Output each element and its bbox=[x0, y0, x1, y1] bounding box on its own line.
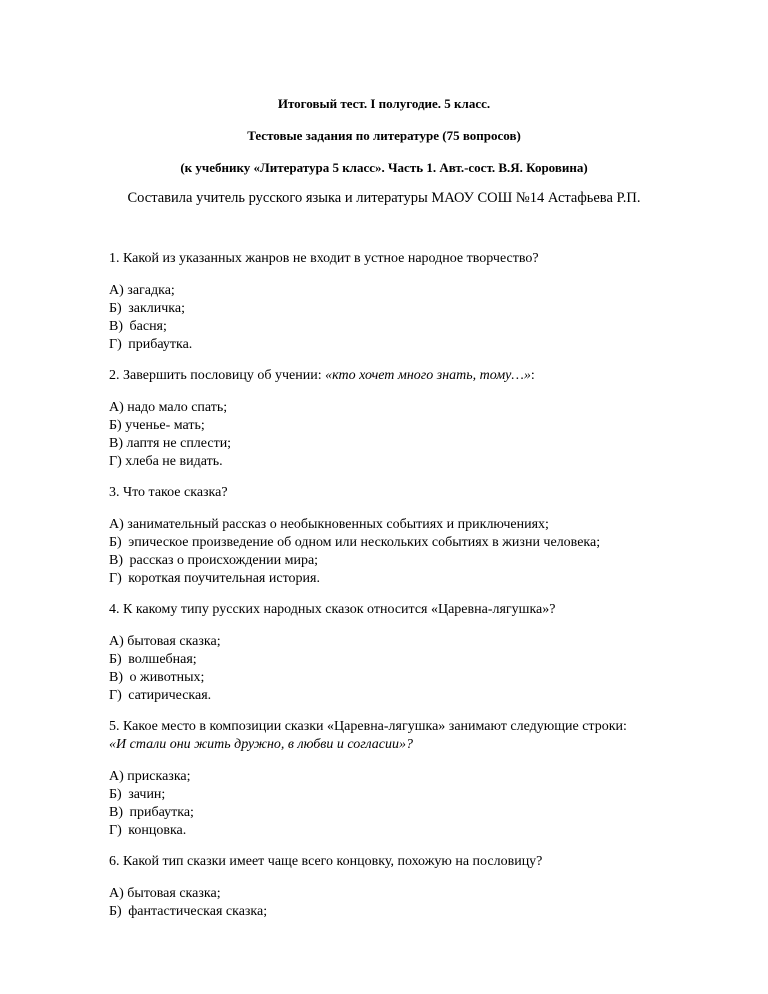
option-text: присказка; bbox=[127, 769, 191, 784]
question-number: 5 . bbox=[109, 719, 123, 734]
option-a bbox=[109, 283, 175, 299]
option-letter: Г ) bbox=[109, 454, 125, 469]
question-1 bbox=[109, 251, 539, 267]
question-6 bbox=[109, 854, 542, 870]
option-letter: А ) bbox=[109, 886, 127, 901]
option-text: бытовая сказка; bbox=[127, 886, 221, 901]
option-text: хлеба не видать. bbox=[125, 454, 223, 469]
question-4 bbox=[109, 602, 555, 618]
document-title: Итоговый тест. I полугодие. 5 класс. bbox=[277, 96, 491, 111]
option-c bbox=[109, 319, 167, 335]
option-letter: Б ) bbox=[109, 787, 125, 802]
option-b bbox=[109, 904, 267, 920]
question-text: Завершить пословицу об учении: bbox=[123, 368, 326, 383]
question-text: Какое место в композиции сказки «Царевна-лягушка» занимают следующие строки: bbox=[123, 719, 627, 734]
question-3 bbox=[109, 485, 228, 501]
option-letter: А ) bbox=[109, 769, 127, 784]
option-text: о животных; bbox=[129, 670, 205, 685]
textbook-reference: (к учебнику «Литература 5 класс». Часть 1. Авт.-сост. В.Я. Коровина) bbox=[180, 160, 588, 175]
option-text: рассказ о происхождении мира; bbox=[129, 553, 319, 568]
question-tail: : bbox=[530, 368, 535, 383]
option-letter: А ) bbox=[109, 283, 127, 298]
option-b bbox=[109, 535, 600, 551]
option-a bbox=[109, 517, 549, 533]
option-text: надо мало спать; bbox=[127, 400, 228, 415]
option-b bbox=[109, 301, 185, 317]
option-a bbox=[109, 886, 221, 902]
option-c bbox=[109, 805, 194, 821]
option-text: сатирическая. bbox=[128, 688, 212, 703]
option-d bbox=[109, 823, 186, 839]
question-text: Какой из указанных жанров не входит в устное народное творчество? bbox=[123, 251, 539, 266]
question-5 bbox=[109, 719, 627, 735]
option-letter: В ) bbox=[109, 436, 127, 451]
option-letter: А ) bbox=[109, 634, 127, 649]
option-d bbox=[109, 454, 223, 470]
option-text: загадка; bbox=[127, 283, 175, 298]
author-line: Составила учитель русского языка и литературы МАОУ СОШ №14 Астафьева Р.П. bbox=[127, 190, 641, 206]
option-letter: Б ) bbox=[109, 418, 125, 433]
option-text: эпическое произведение об одном или нескольких событиях в жизни человека; bbox=[128, 535, 601, 550]
option-text: волшебная; bbox=[128, 652, 197, 667]
option-letter: Б ) bbox=[109, 535, 125, 550]
option-d bbox=[109, 337, 192, 353]
option-d bbox=[109, 571, 320, 587]
option-text: ученье- мать; bbox=[125, 418, 205, 433]
option-b bbox=[109, 652, 197, 668]
option-letter: В ) bbox=[109, 670, 127, 685]
question-number: 2 . bbox=[109, 368, 123, 383]
question-number: 3 . bbox=[109, 485, 123, 500]
option-text: концовка. bbox=[128, 823, 187, 838]
option-b bbox=[109, 787, 165, 803]
option-text: прибаутка. bbox=[128, 337, 193, 352]
option-d bbox=[109, 688, 211, 704]
option-text: фантастическая сказка; bbox=[128, 904, 268, 919]
question-text: Что такое сказка? bbox=[123, 485, 228, 500]
story-quote: «И стали они жить дружно, в любви и согласии»? bbox=[109, 737, 414, 752]
option-letter: Г ) bbox=[109, 823, 125, 838]
option-text: прибаутка; bbox=[129, 805, 194, 820]
option-b bbox=[109, 418, 205, 434]
option-a bbox=[109, 634, 221, 650]
option-a bbox=[109, 400, 227, 416]
option-text: занимательный рассказ о необыкновенных событиях и приключениях; bbox=[127, 517, 549, 532]
option-text: лаптя не сплести; bbox=[126, 436, 232, 451]
option-letter: В ) bbox=[109, 805, 127, 820]
option-letter: А ) bbox=[109, 400, 127, 415]
proverb-quote: «кто хочет много знать, тому…» bbox=[325, 368, 531, 383]
option-text: зачин; bbox=[128, 787, 166, 802]
option-letter: Б ) bbox=[109, 652, 125, 667]
option-letter: В ) bbox=[109, 319, 127, 334]
question-text: Какой тип сказки имеет чаще всего концовку, похожую на пословицу? bbox=[123, 854, 543, 869]
option-c bbox=[109, 553, 318, 569]
option-letter: А ) bbox=[109, 517, 127, 532]
option-letter: Б ) bbox=[109, 301, 125, 316]
option-letter: В ) bbox=[109, 553, 127, 568]
question-number: 1 . bbox=[109, 251, 123, 266]
document-subtitle: Тестовые задания по литературе (75 вопросов) bbox=[247, 128, 521, 143]
option-text: закличка; bbox=[128, 301, 185, 316]
option-text: бытовая сказка; bbox=[127, 634, 221, 649]
question-2 bbox=[109, 368, 535, 384]
question-number: 4 . bbox=[109, 602, 123, 617]
question-text: К какому типу русских народных сказок относится «Царевна-лягушка»? bbox=[123, 602, 556, 617]
option-text: короткая поучительная история. bbox=[128, 571, 320, 586]
question-number: 6 . bbox=[109, 854, 123, 869]
option-c bbox=[109, 436, 231, 452]
option-letter: Г ) bbox=[109, 337, 125, 352]
option-c bbox=[109, 670, 204, 686]
option-a bbox=[109, 769, 191, 785]
option-letter: Г ) bbox=[109, 688, 125, 703]
option-letter: Б ) bbox=[109, 904, 125, 919]
option-text: басня; bbox=[129, 319, 167, 334]
option-letter: Г ) bbox=[109, 571, 125, 586]
